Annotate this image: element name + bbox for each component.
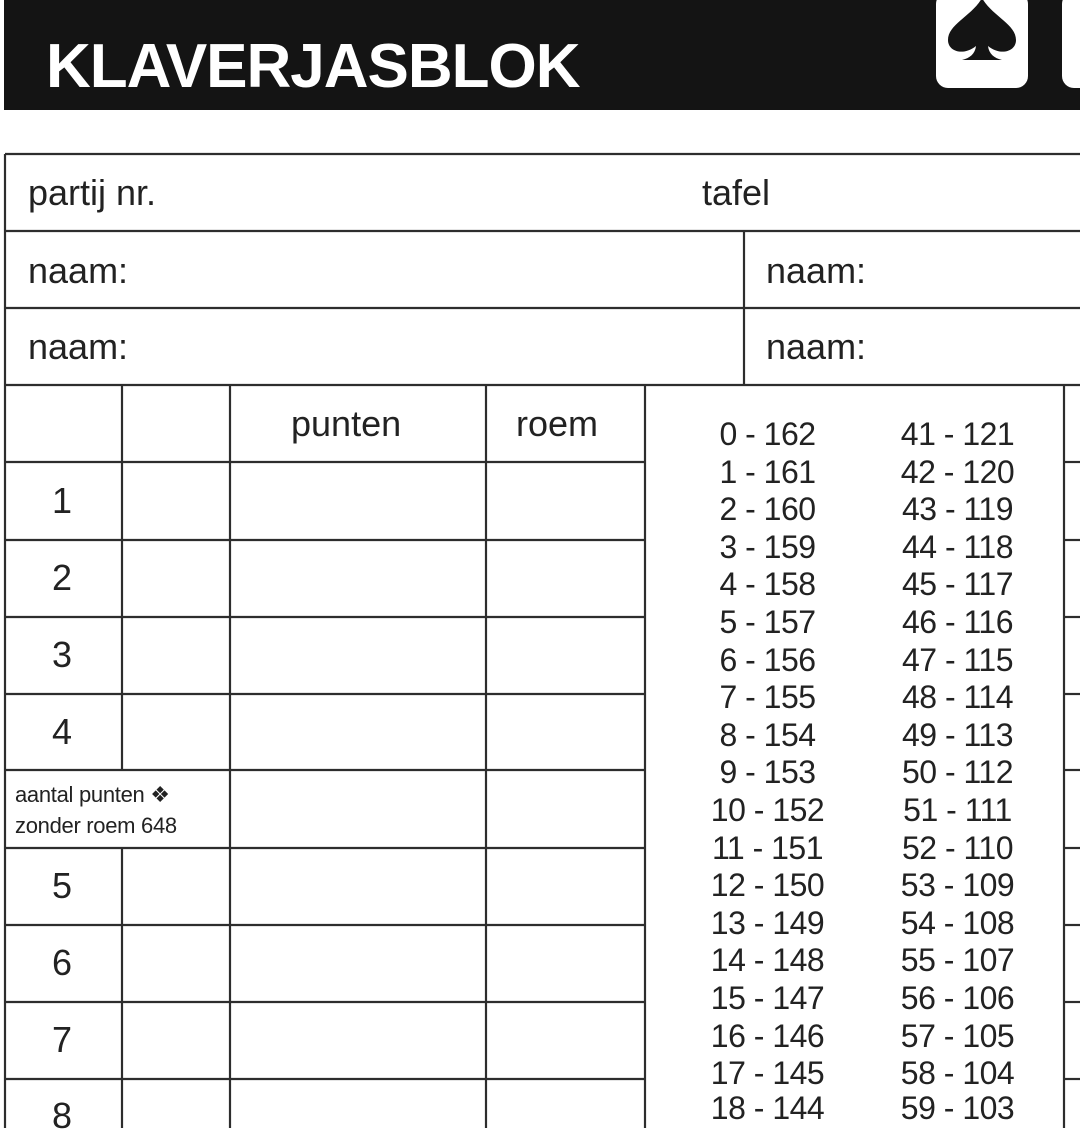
points-pair-right: 41 - 121 (900, 416, 1015, 452)
points-pair-right: 54 - 108 (900, 904, 1015, 941)
points-pair-left: 10 - 152 (710, 792, 825, 828)
subtotal-note-line2: zonder roem 648 (15, 813, 177, 838)
points-pair-right: 45 - 117 (901, 566, 1014, 603)
points-pair-left: 14 - 148 (710, 942, 825, 979)
name-label-team2-player2: naam: (766, 326, 867, 367)
points-pair-left: 0 - 162 (719, 416, 816, 452)
points-pair-right: 43 - 119 (901, 491, 1014, 528)
round-number: 7 (51, 1019, 73, 1060)
points-pair-left: 1 - 161 (719, 453, 816, 490)
points-pair-right: 58 - 104 (900, 1055, 1015, 1092)
points-pair-left: 16 - 146 (710, 1017, 825, 1054)
page-title: KLAVERJASBLOK (46, 32, 580, 101)
points-pair-right: 52 - 110 (901, 829, 1014, 866)
column-header-punten: punten (291, 403, 402, 444)
points-pair-left: 4 - 158 (719, 566, 816, 603)
tafel-label: tafel (702, 172, 771, 213)
points-pair-left: 13 - 149 (710, 904, 825, 941)
points-pair-left: 5 - 157 (719, 604, 816, 640)
round-number: 1 (51, 480, 73, 521)
points-pair-right: 48 - 114 (901, 679, 1014, 716)
name-label-team1-player2: naam: (28, 326, 129, 367)
round-number: 6 (51, 942, 73, 983)
round-number: 2 (51, 557, 73, 598)
points-pair-right: 44 - 118 (901, 528, 1014, 565)
points-pair-left: 18 - 144 (710, 1090, 825, 1126)
points-pair-left: 6 - 156 (719, 641, 816, 678)
column-header-roem: roem (516, 403, 599, 444)
round-number: 3 (51, 634, 73, 675)
points-pair-left: 9 - 153 (719, 754, 816, 791)
points-pair-right: 56 - 106 (900, 980, 1015, 1016)
points-pair-left: 17 - 145 (710, 1055, 825, 1092)
round-number: 4 (51, 711, 73, 752)
points-pair-left: 7 - 155 (719, 679, 816, 716)
name-label-team1-player1: naam: (28, 250, 129, 291)
points-pair-right: 46 - 116 (901, 604, 1014, 640)
points-pair-left: 11 - 151 (711, 829, 824, 866)
round-number: 8 (51, 1095, 73, 1136)
partij-label: partij nr. (28, 172, 157, 213)
subtotal-note-line1: aantal punten ❖ (15, 782, 170, 807)
name-label-team2-player1: naam: (766, 250, 867, 291)
points-pair-right: 59 - 103 (900, 1090, 1015, 1126)
points-pair-right: 55 - 107 (900, 942, 1015, 979)
points-pair-right: 50 - 112 (901, 754, 1014, 791)
points-pair-right: 49 - 113 (901, 716, 1014, 753)
points-pair-right: 47 - 115 (901, 641, 1014, 678)
points-pair-right: 53 - 109 (900, 867, 1015, 904)
points-pair-right: 51 - 111 (903, 792, 1012, 828)
points-pair-left: 2 - 160 (719, 491, 816, 528)
points-pair-left: 3 - 159 (719, 528, 816, 565)
round-number: 5 (51, 865, 73, 906)
points-pair-right: 57 - 105 (900, 1017, 1015, 1054)
points-pair-left: 12 - 150 (710, 867, 825, 904)
points-pair-right: 42 - 120 (900, 453, 1015, 490)
points-pair-left: 15 - 147 (710, 980, 825, 1016)
points-pair-left: 8 - 154 (719, 716, 816, 753)
